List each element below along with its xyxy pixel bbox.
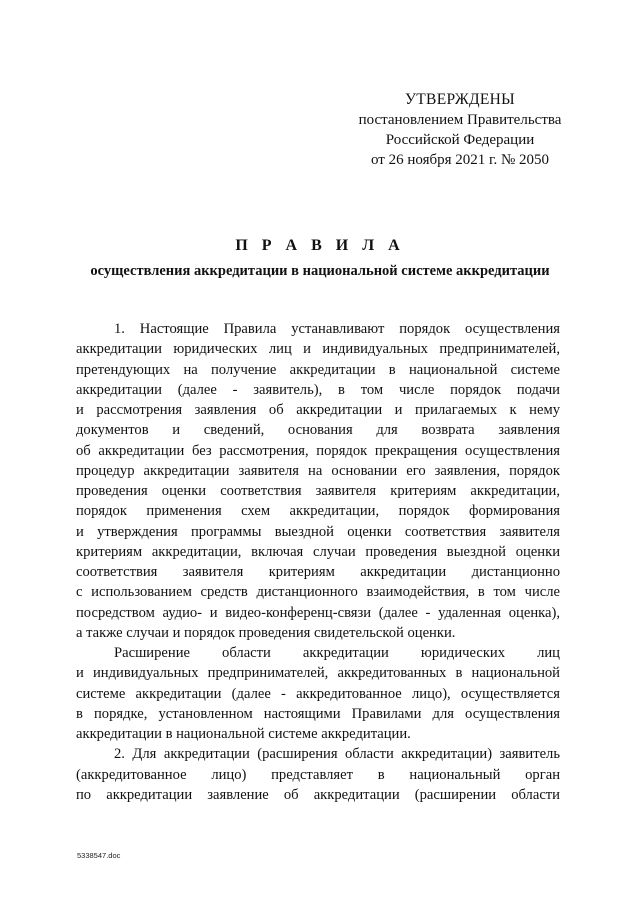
text-line: проведения оценки соответствия заявителя критериям аккредитации, bbox=[76, 483, 560, 499]
text-line: системе аккредитации (далее - аккредитованное лицо), осуществляется bbox=[76, 685, 560, 702]
text-line: Расширение области аккредитации юридических лиц bbox=[114, 645, 560, 661]
approval-line: постановлением Правительства bbox=[358, 112, 562, 128]
text-line: (аккредитованное лицо) представляет в национальный орган bbox=[76, 766, 560, 783]
text-line: претендующих на получение аккредитации в национальной системе bbox=[76, 361, 560, 378]
text-line: соответствия заявителя критериям аккредитации дистанционно bbox=[76, 564, 560, 580]
text-line: порядок применения схем аккредитации, порядок формирования bbox=[76, 503, 560, 520]
text-line: аккредитации в национальной системе аккредитации. bbox=[76, 726, 411, 742]
text-line: процедур аккредитации заявителя на основании его заявления, порядок bbox=[76, 462, 560, 479]
text-line: аккредитации юридических лиц и индивидуальных предпринимателей, bbox=[76, 341, 560, 358]
approval-heading: УТВЕРЖДЕНЫ bbox=[405, 91, 515, 108]
text-line: а также случаи и порядок проведения свидетельской оценки. bbox=[76, 624, 456, 641]
text-line: об аккредитации без рассмотрения, порядок прекращения осуществления bbox=[76, 442, 560, 459]
text-line: в порядке, установленном настоящими Правилами для осуществления bbox=[76, 705, 560, 722]
text-line: и рассмотрения заявления об аккредитации и прилагаемых к нему bbox=[76, 402, 560, 418]
approval-line: Российской Федерации bbox=[385, 132, 535, 148]
text-line: и индивидуальных предпринимателей, аккредитованных в национальной bbox=[76, 665, 560, 682]
text-line: 2. Для аккредитации (расширения области аккредитации) заявитель bbox=[114, 746, 560, 763]
document-title: П Р А В И Л А bbox=[235, 237, 405, 254]
document-body bbox=[76, 319, 560, 805]
text-line: критериям аккредитации, включая случаи проведения выездной оценки bbox=[76, 543, 560, 560]
text-line: с использованием средств дистанционного взаимодействия, в том числе bbox=[76, 584, 560, 601]
text-line: по аккредитации заявление об аккредитации (расширении области bbox=[76, 786, 560, 803]
document-subtitle: осуществления аккредитации в национальной системе аккредитации bbox=[90, 263, 550, 279]
approval-date: от 26 ноября 2021 г. № 2050 bbox=[370, 152, 550, 168]
text-line: посредством аудио- и видео-конференц-связи (далее - удаленная оценка), bbox=[76, 604, 560, 621]
file-name: 5338547.doc bbox=[77, 851, 121, 860]
text-line: 1. Настоящие Правила устанавливают порядок осуществления bbox=[114, 321, 560, 337]
text-line: документов и сведений, основания для возврата заявления bbox=[76, 422, 560, 439]
text-line: аккредитации (далее - заявитель), в том числе порядок подачи bbox=[76, 381, 560, 398]
approval-block bbox=[340, 90, 580, 170]
text-line: и утверждения программы выездной оценки соответствия заявителя bbox=[76, 523, 560, 540]
